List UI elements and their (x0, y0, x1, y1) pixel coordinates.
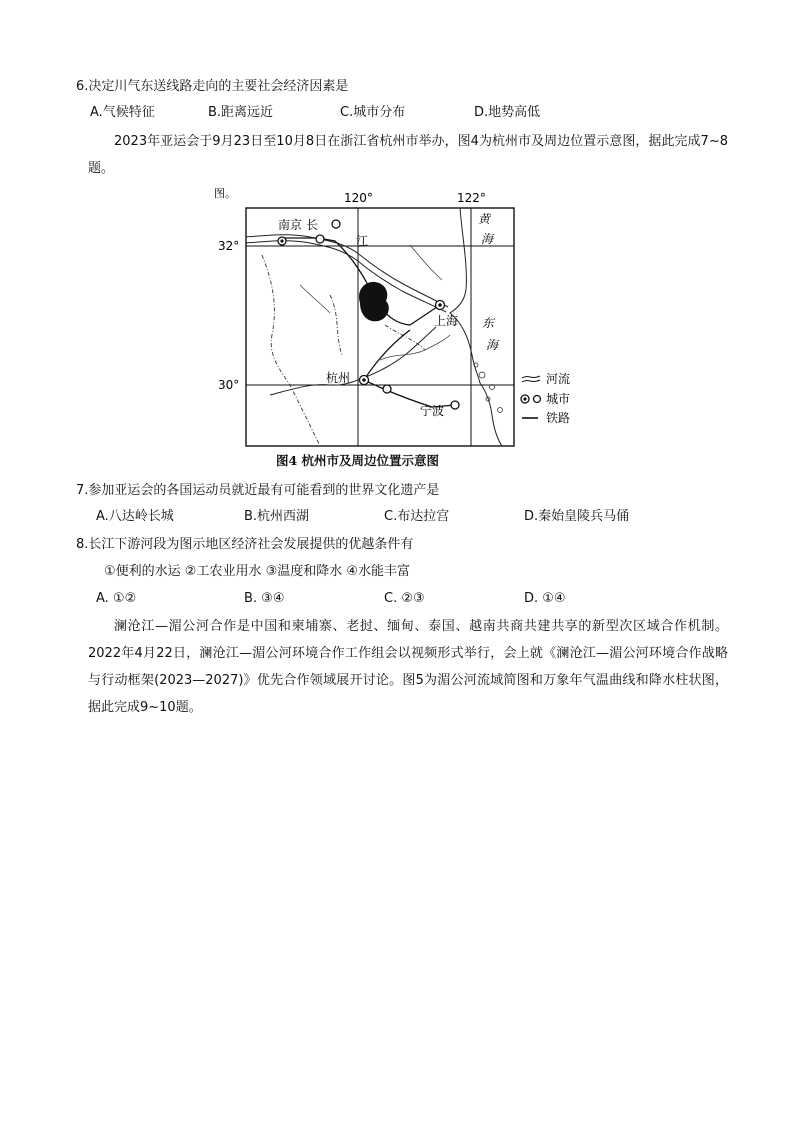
city-ningbo-marker (451, 401, 459, 409)
map-svg (210, 185, 590, 470)
q8-option-a: A. ①② (96, 591, 137, 606)
taihu-lake (359, 282, 389, 321)
railway-nanjing-shanghai (282, 238, 440, 325)
label-huanghai-2: 海 (481, 232, 494, 246)
lon-120-label: 120° (344, 191, 373, 205)
yangtze-river-lower (246, 241, 446, 312)
q8-option-b: B. ③④ (244, 591, 285, 606)
legend-river-icon-2 (522, 380, 540, 382)
lat-30-label: 30° (218, 378, 240, 392)
q6-option-b: B.距离远近 (208, 105, 274, 120)
city-shanghai-dot (438, 303, 442, 307)
island-1 (479, 372, 485, 378)
label-donghai-1: 东 (482, 316, 495, 330)
map-frame (246, 208, 514, 446)
q8-items: ①便利的水运 ②工农业用水 ③温度和降水 ④水能丰富 (104, 564, 411, 579)
q8-option-d: D. ①④ (524, 591, 566, 606)
q8-option-c: C. ②③ (384, 591, 425, 606)
intro-9-10: 澜沧江—湄公河合作是中国和柬埔寨、老挝、缅甸、泰国、越南共商共建共享的新型次区域合作机制。2022年4月22日，澜沧江—湄公河环境合作工作组会以视频形式举行，会上就《澜沧江—湄公河环境合作战略与行动框架(2023—2027)》优先合作领域展开讨论。图5为湄公河流域简图和万象年气温曲线和降水柱状图，据此完成9~10题。 (88, 619, 728, 715)
label-jiang: 江 (356, 234, 369, 248)
island-4 (498, 408, 503, 413)
legend-city-major-dot (523, 397, 526, 400)
q7-option-d: D.秦始皇陵兵马俑 (524, 509, 630, 524)
q6-option-d: D.地势高低 (474, 105, 541, 120)
q6-option-c: C.城市分布 (340, 105, 406, 120)
label-huanghai-1: 黄 (478, 212, 491, 226)
city-nanjing-dot (280, 239, 283, 242)
city-marker-north (332, 220, 340, 228)
q7-stem: 7.参加亚运会的各国运动员就近最有可能看到的世界文化遗产是 (76, 483, 440, 498)
label-hangzhou: 杭州 (326, 371, 351, 385)
label-nanjing: 南京 (278, 218, 303, 232)
legend-railway-label: 铁路 (546, 411, 571, 425)
legend-river-icon (522, 376, 540, 378)
intro-7-8: 2023年亚运会于9月23日至10月8日在浙江省杭州市举办，图4为杭州市及周边位置示意图，据此完成7~8题。 (88, 134, 728, 176)
q7-option-b: B.杭州西湖 (244, 509, 310, 524)
province-boundary-1 (262, 255, 320, 446)
province-boundary-2 (330, 295, 342, 355)
q7-option-a: A.八达岭长城 (96, 509, 174, 524)
q7-option-c: C.布达拉宫 (384, 509, 450, 524)
legend-city-minor-icon (534, 396, 541, 403)
corner-mark: 图。 (214, 187, 236, 200)
city-marker-shaoxing (383, 385, 391, 393)
legend-city-label: 城市 (546, 392, 571, 406)
label-chang: 长 (306, 218, 319, 232)
figure-4-caption: 图4 杭州市及周边位置示意图 (276, 453, 440, 468)
q8-stem: 8.长江下游河段为图示地区经济社会发展提供的优越条件有 (76, 537, 414, 552)
q6-stem: 6.决定川气东送线路走向的主要社会经济因素是 (76, 79, 349, 94)
figure-4-map (210, 185, 590, 470)
label-ningbo: 宁波 (420, 404, 445, 418)
label-shanghai: 上海 (434, 314, 459, 328)
minor-river-2 (300, 285, 330, 313)
city-hangzhou-dot (362, 378, 366, 382)
minor-river-3 (410, 245, 442, 280)
railway-hangzhou-ningbo (364, 380, 455, 407)
lat-32-label: 32° (218, 239, 240, 253)
legend-river-label: 河流 (546, 372, 571, 386)
city-marker-east-nanjing (316, 235, 324, 243)
q6-option-a: A.气候特征 (90, 105, 155, 120)
lon-122-label: 122° (457, 191, 486, 205)
label-donghai-2: 海 (486, 338, 499, 352)
